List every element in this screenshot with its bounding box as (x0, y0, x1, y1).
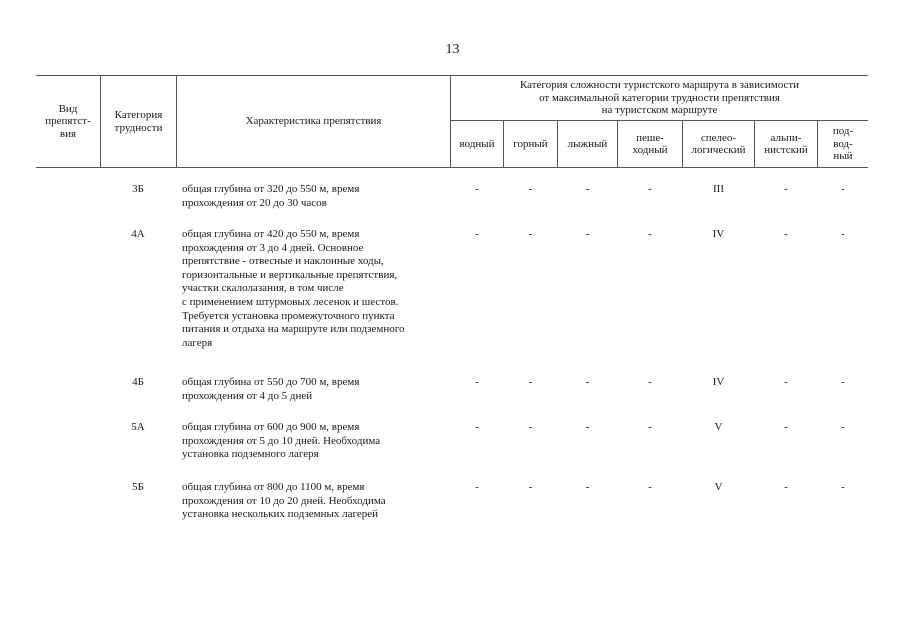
header-line: логический (691, 144, 746, 156)
value-underwater: - (841, 183, 845, 195)
value-ski: - (585, 228, 590, 240)
header-line: нистский (764, 144, 808, 156)
description-line: общая глубина от 600 до 900 м, время (182, 421, 360, 433)
description-line: питания и отдыха на маршруте или подземного (182, 323, 405, 336)
description-line: прохождения от 10 до 20 дней. Необходима (182, 494, 386, 507)
value-ski: - (585, 481, 590, 493)
header-line: Категория (114, 109, 163, 121)
header-hiking (618, 121, 682, 167)
header-line: Категория сложности туристского маршрута в зависимости (519, 79, 800, 92)
header-line: горный (513, 137, 548, 150)
header-line: ный (833, 150, 853, 163)
description-line: установка нескольких подземных лагерей (182, 508, 379, 521)
header-line: лыжный (567, 137, 608, 150)
row-category: 3Б (132, 183, 144, 195)
value-water: - (475, 481, 479, 493)
description-line: общая глубина от 420 до 550 м, время (182, 228, 360, 240)
value-hiking: - (648, 376, 652, 388)
value-underwater: - (841, 228, 845, 240)
value-speleo: V (714, 481, 723, 493)
value-mountain: - (528, 481, 533, 493)
header-line: от максимальной категории трудности препятствия (539, 91, 780, 104)
value-hiking: - (648, 421, 652, 433)
value-water: - (475, 228, 479, 240)
header-line: вод- (833, 137, 853, 150)
value-hiking: - (648, 481, 652, 493)
value-mountain: - (528, 376, 533, 388)
header-characteristic (177, 76, 450, 167)
value-speleo: IV (712, 376, 725, 388)
header-bottom-rule (36, 167, 868, 168)
description-line: участки скалолазания, в том числе (182, 282, 344, 295)
header-line: Вид (58, 102, 78, 115)
value-ski: - (585, 376, 590, 388)
header-line: препятст- (45, 115, 91, 128)
page-number: 13 (445, 42, 460, 57)
row-description (182, 421, 454, 462)
description-line: общая глубина от 550 до 700 м, время (182, 376, 360, 388)
value-water: - (475, 421, 479, 433)
value-underwater: - (841, 376, 845, 388)
value-hiking: - (648, 183, 652, 195)
description-line: установка подземного лагеря (182, 448, 319, 461)
description-line: прохождения от 20 до 30 часов (182, 196, 327, 209)
value-ski: - (585, 183, 590, 195)
description-line: с применением штурмовых лесенок и шестов. (182, 295, 399, 308)
header-speleo (683, 121, 754, 167)
description-line: прохождения от 3 до 4 дней. Основное (182, 241, 364, 254)
value-alpine: - (784, 481, 788, 493)
value-hiking: - (648, 228, 652, 240)
header-alpine (755, 121, 817, 167)
value-water: - (475, 376, 479, 388)
header-category (101, 76, 176, 167)
header-line: под- (832, 125, 854, 138)
value-underwater: - (841, 481, 845, 493)
header-line: трудности (114, 121, 163, 134)
header-line: альпи- (770, 131, 802, 144)
description-line: Требуется установка промежуточного пункта (182, 309, 395, 322)
header-line: пеше- (636, 131, 664, 144)
row-description (182, 183, 454, 210)
value-alpine: - (784, 183, 788, 195)
header-line: спелео- (700, 131, 737, 144)
header-ski (558, 121, 617, 167)
description-line: лагеря (182, 336, 213, 349)
description-line: горизонтальные и вертикальные препятствия, (182, 268, 398, 281)
description-line: общая глубина от 800 до 1100 м, время (182, 481, 365, 493)
value-speleo: V (714, 421, 723, 433)
header-line: водный (459, 137, 495, 150)
row-category: 4А (131, 228, 145, 240)
header-line: вия (59, 127, 77, 140)
row-description (182, 228, 454, 350)
description-line: прохождения от 4 до 5 дней (182, 389, 313, 402)
value-speleo: IV (712, 228, 725, 240)
value-underwater: - (841, 421, 845, 433)
value-mountain: - (528, 183, 533, 195)
value-mountain: - (528, 228, 533, 240)
value-water: - (475, 183, 479, 195)
header-obstacle-type (36, 76, 100, 167)
row-description (182, 376, 454, 403)
row-category: 5Б (132, 481, 144, 493)
description-line: препятствие - отвесные и наклонные ходы, (182, 255, 384, 268)
description-line: общая глубина от 320 до 550 м, время (182, 183, 360, 195)
description-line: прохождения от 5 до 10 дней. Необходима (182, 434, 381, 447)
value-alpine: - (784, 421, 788, 433)
row-category: 5А (131, 421, 145, 433)
header-line: на туристском маршруте (601, 104, 718, 117)
row-category: 4Б (132, 376, 144, 388)
row-description (182, 481, 454, 522)
value-speleo: III (713, 183, 724, 195)
header-underwater (818, 121, 868, 167)
value-mountain: - (528, 421, 533, 433)
header-mountain (504, 121, 557, 167)
header-group-title (451, 76, 868, 120)
header-line: Характеристика препятствия (245, 115, 382, 128)
header-water (451, 121, 503, 167)
header-line: ходный (632, 144, 668, 156)
value-alpine: - (784, 228, 788, 240)
value-alpine: - (784, 376, 788, 388)
value-ski: - (585, 421, 590, 433)
